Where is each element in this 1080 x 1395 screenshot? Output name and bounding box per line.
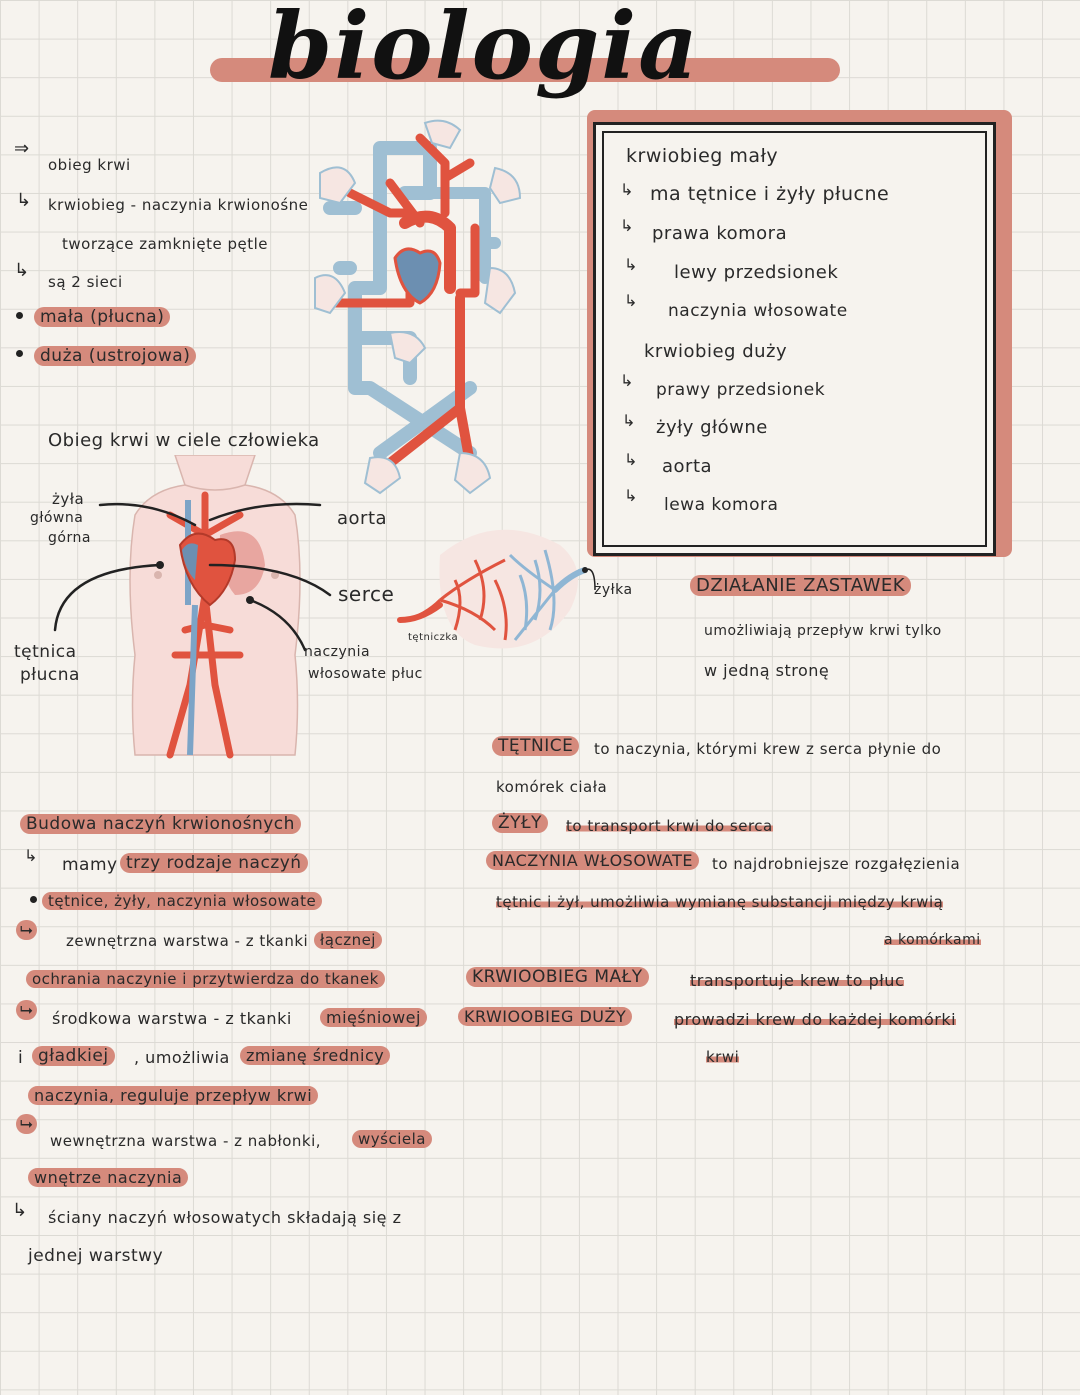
budowa-line-11: jednej warstwy (28, 1246, 164, 1266)
bullet-dot (16, 350, 23, 357)
label-tetnica-1: tętnica (14, 642, 77, 662)
budowa-line-5a: środkowa warstwa - z tkanki (52, 1009, 292, 1028)
box-line-6: krwiobieg duży (644, 341, 788, 362)
budowa-line-8b: wyściela (352, 1130, 432, 1148)
circulation-schematic (310, 118, 530, 508)
double-arrow-icon: ⇒ (14, 138, 30, 159)
intro-line-6: duża (ustrojowa) (34, 346, 196, 366)
hook-arrow-icon: ↳ (624, 255, 638, 274)
box-line-1: krwiobieg mały (626, 145, 779, 167)
label-naczynia-2: włosowate płuc (308, 666, 423, 682)
bullet-dot (16, 312, 23, 319)
budowa-line-6b: gładkiej (32, 1046, 115, 1066)
hook-arrow-icon: ↳ (16, 190, 32, 211)
label-zyla-1: żyła (52, 490, 85, 508)
hook-arrow-icon: ↳ (620, 371, 634, 390)
hook-arrow-icon: ⮡ (16, 1114, 37, 1134)
budowa-line-9: wnętrze naczynia (28, 1168, 188, 1187)
budowa-line-6d: zmianę średnicy (240, 1046, 390, 1065)
box-line-3: prawa komora (652, 223, 788, 244)
hook-arrow-icon: ↳ (624, 291, 638, 310)
intro-line-5: mała (płucna) (34, 307, 170, 327)
hook-arrow-icon: ↳ (12, 1200, 28, 1221)
maly-term: KRWIOOBIEG MAŁY (466, 967, 649, 987)
hook-arrow-icon: ↳ (620, 216, 634, 235)
label-tetniczka: tętniczka (408, 632, 459, 643)
hook-arrow-icon: ↳ (620, 180, 634, 199)
zyly-line-1: to transport krwi do serca (566, 817, 773, 835)
budowa-line-6a: i (18, 1048, 24, 1068)
budowa-line-3b: łącznej (314, 931, 382, 949)
budowa-line-1b: trzy rodzaje naczyń (120, 853, 308, 873)
tetnice-term: TĘTNICE (492, 736, 579, 756)
box-line-4: lewy przedsionek (674, 262, 839, 283)
intro-line-2: krwiobieg - naczynia krwionośne (48, 196, 309, 214)
hook-arrow-icon: ↳ (14, 260, 30, 281)
zastawki-heading: DZIAŁANIE ZASTAWEK (690, 575, 911, 596)
box-line-10: lewa komora (664, 495, 779, 515)
zastawki-line-1: umożliwiają przepływ krwi tylko (704, 623, 942, 639)
box-line-9: aorta (662, 456, 713, 477)
tetnice-line-1: to naczynia, którymi krew z serca płynie do (594, 740, 942, 758)
label-aorta: aorta (337, 508, 388, 529)
diagram-title: Obieg krwi w ciele człowieka (48, 430, 320, 451)
hook-arrow-icon: ↳ (624, 450, 638, 469)
budowa-line-6c: , umożliwia (134, 1048, 230, 1067)
hook-arrow-icon: ↳ (624, 486, 638, 505)
tetnice-line-2: komórek ciała (496, 778, 608, 796)
naczynia-line-2: tętnic i żył, umożliwia wymianę substancji między krwią (496, 893, 944, 911)
bullet-dot (30, 896, 37, 903)
budowa-line-1a: mamy (62, 855, 118, 875)
intro-line-3: tworzące zamknięte pętle (62, 235, 268, 253)
naczynia-line-3: a komórkami (884, 932, 981, 948)
budowa-line-7: naczynia, reguluje przepływ krwi (28, 1086, 318, 1105)
box-line-5: naczynia włosowate (668, 301, 848, 321)
box-line-2: ma tętnice i żyły płucne (650, 183, 890, 205)
budowa-line-10: ściany naczyń włosowatych składają się z (48, 1208, 402, 1227)
budowa-line-8a: wewnętrzna warstwa - z nabłonki, (50, 1132, 322, 1150)
maly-line-1: transportuje krew to płuc (690, 971, 905, 990)
box-line-8: żyły główne (656, 417, 768, 438)
label-zyla-2: główna (30, 510, 84, 526)
hook-arrow-icon: ↳ (24, 846, 38, 865)
hook-arrow-icon: ⮡ (16, 1000, 37, 1020)
naczynia-term: NACZYNIA WŁOSOWATE (486, 851, 699, 870)
label-zylka: żyłka (594, 582, 633, 598)
budowa-line-4: ochrania naczynie i przytwierdza do tkanek (26, 970, 385, 988)
budowa-line-2: tętnice, żyły, naczynia włosowate (42, 892, 322, 910)
label-naczynia-1: naczynia (304, 644, 371, 660)
page-title: biologia (268, 0, 700, 100)
label-serce: serce (338, 582, 395, 606)
duzy-term: KRWIOOBIEG DUŻY (458, 1007, 632, 1026)
hook-arrow-icon: ⮡ (16, 920, 37, 940)
naczynia-line-1: to najdrobniejsze rozgałęzienia (712, 855, 961, 873)
hook-arrow-icon: ↳ (622, 411, 636, 430)
intro-line-1: obieg krwi (48, 156, 131, 174)
label-tetnica-2: płucna (20, 665, 80, 685)
budowa-line-3a: zewnętrzna warstwa - z tkanki (66, 932, 309, 950)
zyly-term: ŻYŁY (492, 813, 548, 833)
budowa-line-5b: mięśniowej (320, 1008, 427, 1027)
label-zyla-3: górna (48, 530, 91, 546)
box-line-7: prawy przedsionek (656, 380, 826, 400)
budowa-heading: Budowa naczyń krwionośnych (20, 814, 301, 834)
duzy-line-2: krwi (706, 1048, 740, 1066)
zastawki-line-2: w jedną stronę (704, 661, 830, 680)
duzy-line-1: prowadzi krew do każdej komórki (674, 1010, 957, 1029)
intro-line-4: są 2 sieci (48, 273, 123, 291)
